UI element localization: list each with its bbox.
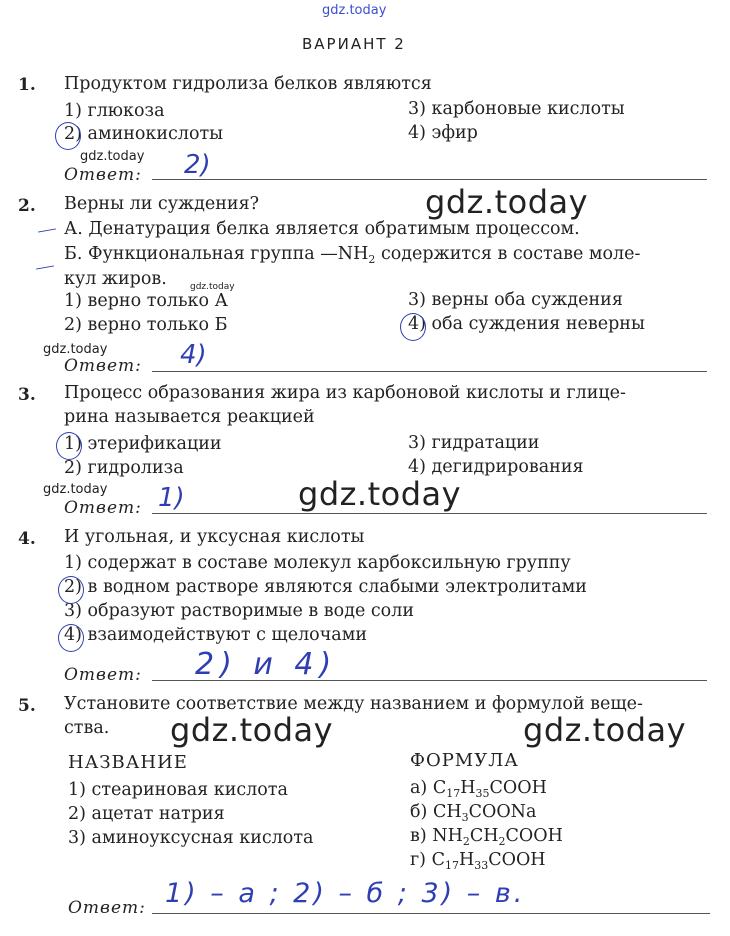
formula-part: C xyxy=(431,850,445,870)
q1-answer-label: Ответ: xyxy=(64,165,142,185)
watermark-top: gdz.today xyxy=(322,3,387,18)
q2-statement-a: А. Денатурация белка является обратимым процессом. xyxy=(64,219,580,239)
q2-answer-line xyxy=(152,371,707,372)
formula-part: CH xyxy=(469,826,499,846)
question-3-text-line2: рина называется реакцией xyxy=(64,407,315,427)
q4-option-3: 3) образуют растворимые в воде соли xyxy=(64,601,414,621)
question-3-number: 3. xyxy=(18,385,36,405)
formula-part: COONa xyxy=(468,802,537,822)
q5-answer-line xyxy=(152,913,710,914)
q2-answer-circle xyxy=(400,313,426,341)
q2-option-2: 2) верно только Б xyxy=(64,315,228,335)
q3-option-2: 2) гидролиза xyxy=(64,458,184,478)
q2-handwritten-answer: 4) xyxy=(180,340,207,370)
formula-prefix: г) xyxy=(410,850,432,870)
q3-handwritten-answer: 1) xyxy=(158,483,185,513)
formulas-header: ФОРМУЛА xyxy=(410,750,519,771)
q4-handwritten-answer: 2) и 4) xyxy=(195,647,338,682)
q4-answer-circle-4 xyxy=(58,624,84,652)
q4-option-1: 1) содержат в составе молекул карбоксильную группу xyxy=(64,553,571,573)
q2-option-4: 4) оба суждения неверны xyxy=(408,314,645,334)
question-3-text-line1: Процесс образования жира из карбоновой кислоты и глице- xyxy=(64,383,626,403)
question-5-text-line2: ства. xyxy=(64,718,110,738)
watermark-tiny: gdz.today xyxy=(190,282,235,292)
formula-part: H xyxy=(458,850,475,870)
q3-option-1: 1) этерификации xyxy=(64,434,222,454)
name-3: 3) аминоуксусная кислота xyxy=(68,828,314,848)
question-2-number: 2. xyxy=(18,196,36,216)
watermark-large-1: gdz.today xyxy=(425,183,589,221)
formula-prefix: в) xyxy=(410,826,433,846)
formula-part: COOH xyxy=(489,778,547,798)
formula-subscript: 2 xyxy=(462,835,470,848)
watermark-large-2: gdz.today xyxy=(298,475,462,513)
formula-prefix: б) xyxy=(410,802,433,822)
q2-statement-b-sub: 2 xyxy=(368,253,376,266)
q4-option-2: 2) в водном растворе являются слабыми электролитами xyxy=(64,577,587,597)
watermark-large-3: gdz.today xyxy=(170,711,334,749)
q2-option-1: 1) верно только А xyxy=(64,291,228,311)
question-5-number: 5. xyxy=(18,696,36,716)
watermark-q2: gdz.today xyxy=(43,342,108,357)
q2-statement-b-pre: Б. Функциональная группа —NH xyxy=(64,244,369,264)
formula-b xyxy=(410,804,536,822)
name-2: 2) ацетат натрия xyxy=(68,804,225,824)
formula-subscript: 35 xyxy=(475,787,490,800)
q2-statement-b-line2: кул жиров. xyxy=(64,269,167,289)
q4-answer-circle-2 xyxy=(58,576,84,604)
q3-answer-line xyxy=(152,513,707,514)
q4-answer-label: Ответ: xyxy=(64,665,142,685)
formula-part: H xyxy=(460,778,476,798)
question-4-number: 4. xyxy=(18,529,36,549)
q2-statement-b-line1 xyxy=(64,246,640,264)
question-4-text: И угольная, и уксусная кислоты xyxy=(64,527,365,547)
q1-answer-circle xyxy=(55,122,81,150)
question-5-text-line1: Установите соответствие между названием и формулой веще- xyxy=(64,694,643,714)
q2-mark-a xyxy=(38,228,56,232)
watermark-q3: gdz.today xyxy=(43,482,108,497)
formula-part: C xyxy=(432,778,447,798)
watermark-large-4: gdz.today xyxy=(523,711,687,749)
formula-subscript: 3 xyxy=(461,811,469,824)
q1-answer-line xyxy=(152,179,707,180)
q1-option-2: 2) аминокислоты xyxy=(64,124,224,144)
name-1: 1) стеариновая кислота xyxy=(68,780,288,800)
q3-option-3: 3) гидратации xyxy=(408,433,540,453)
formula-a xyxy=(410,780,547,798)
formula-part: CH xyxy=(432,802,462,822)
q3-answer-circle xyxy=(56,432,82,460)
variant-title: ВАРИАНТ 2 xyxy=(302,35,406,53)
formula-prefix: а) xyxy=(410,778,433,798)
q3-option-4: 4) дегидрирования xyxy=(408,457,584,477)
watermark-q1: gdz.today xyxy=(80,149,145,164)
q5-handwritten-answer: 1) – а ; 2) – б ; 3) – в. xyxy=(165,878,526,909)
question-1-number: 1. xyxy=(18,75,36,95)
q2-answer-label: Ответ: xyxy=(64,356,142,376)
formula-subscript: 17 xyxy=(444,859,459,872)
formula-part: COOH xyxy=(505,826,563,846)
q3-answer-label: Ответ: xyxy=(64,498,142,518)
q5-answer-label: Ответ: xyxy=(68,898,146,918)
formula-part: COOH xyxy=(488,850,546,870)
formula-part: NH xyxy=(432,826,463,846)
q1-option-4: 4) эфир xyxy=(408,123,478,143)
q1-option-3: 3) карбоновые кислоты xyxy=(408,99,625,119)
formula-subscript: 17 xyxy=(446,787,461,800)
q4-option-4: 4) взаимодействуют с щелочами xyxy=(64,625,367,645)
question-1-text: Продуктом гидролиза белков являются xyxy=(64,74,432,94)
q2-mark-b xyxy=(36,265,54,269)
formula-subscript: 2 xyxy=(498,835,506,848)
names-header: НАЗВАНИЕ xyxy=(68,752,188,773)
formula-c xyxy=(410,828,563,846)
q2-statement-b-post: содержится в составе моле- xyxy=(375,244,641,264)
formula-subscript: 33 xyxy=(474,859,489,872)
q2-option-3: 3) верны оба суждения xyxy=(408,290,623,310)
q1-handwritten-answer: 2) xyxy=(184,150,211,180)
question-2-text: Верны ли суждения? xyxy=(64,194,259,214)
formula-d xyxy=(410,852,546,870)
q1-option-1: 1) глюкоза xyxy=(64,101,165,121)
